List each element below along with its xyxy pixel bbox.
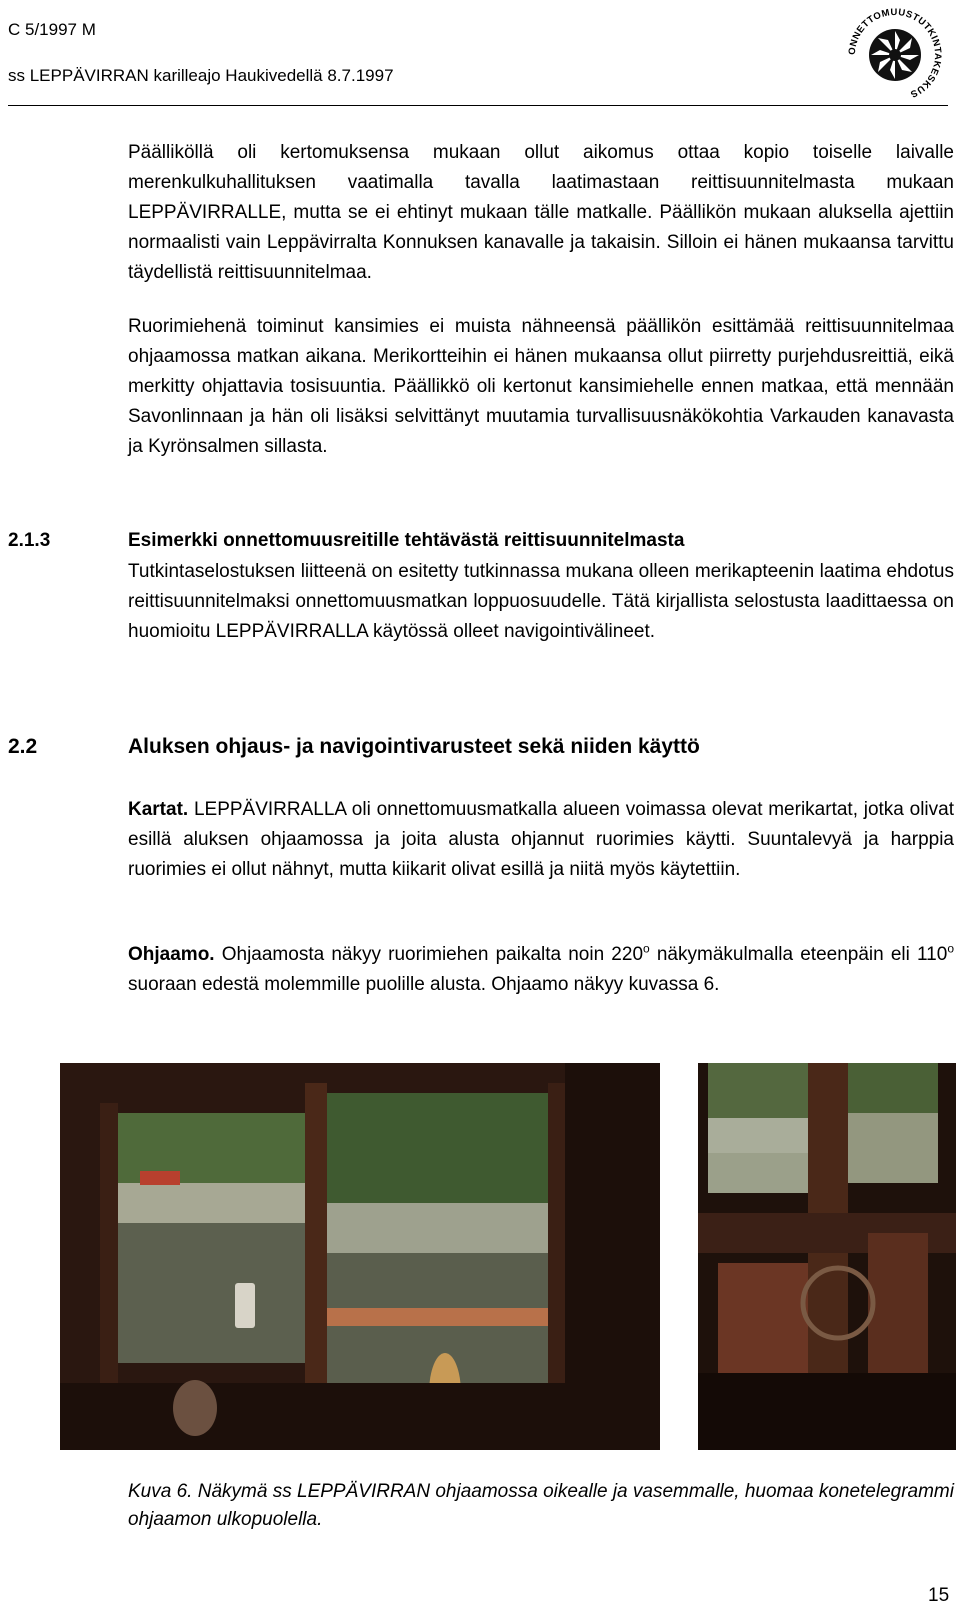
kartat-label: Kartat. [128, 799, 189, 820]
ohjaamo-text-a: Ohjaamosta näkyy ruorimiehen paikalta noin 220 [214, 944, 644, 965]
left-window-view [115, 1113, 310, 1363]
wheelhouse-photo-right [698, 1063, 956, 1450]
paragraph-1: Päälliköllä oli kertomuksensa mukaan ollut aikomus ottaa kopio toiselle laivalle merenkulkuhallituksen vaatimalla tavalla laatimastaan reittisuunnitelmasta mukaan LEPPÄVIRRALLE, mutta se ei ehtinyt mukaan tälle matkalle. Päällikön mukaan aluksella ajettiin normaalisti vain Leppävirralta Konnuksen kanavalle ja takaisin. Silloin ei hänen mukaansa tarvittu täydellistä reittisuunnitelmaa. [128, 142, 954, 283]
section-title-2-1-3: Esimerkki onnettomuusreitille tehtävästä reittisuunnitelmasta [128, 530, 685, 551]
kartat-text: LEPPÄVIRRALLA oli onnettomuusmatkalla alueen voimassa olevat merikartat, jotka olivat esillä aluksen ohjaamossa ja joita alusta ohjannut ruorimies käytti. Suuntalevyä ja harppia ruorimies ei ollut nähnyt, mutta kiikarit olivat esillä ja niitä myös käytettiin. [128, 799, 954, 880]
page-number: 15 [928, 1585, 950, 1606]
header-rule [8, 105, 948, 106]
wheelhouse-photo-left [60, 1063, 660, 1450]
figure-caption: Kuva 6. Näkymä ss LEPPÄVIRRAN ohjaamossa oikealle ja vasemmalle, huomaa konetelegrammi ohjaamon ulkopuolella. [128, 1481, 954, 1530]
paragraph-kartat [128, 795, 954, 885]
ohjaamo-label: Ohjaamo. [128, 944, 215, 965]
right-window-view [325, 1093, 550, 1393]
paragraph-ohjaamo [128, 940, 954, 1000]
degree-mark-a: o [643, 941, 650, 956]
section-title-2-2: Aluksen ohjaus- ja navigointivarusteet sekä niiden käyttö [128, 735, 700, 758]
ohjaamo-text-b: näkymäkulmalla eteenpäin eli 110 [649, 944, 948, 965]
section-number-2-1-3: 2.1.3 [8, 530, 51, 551]
section-2-1-3-text: Tutkintaselostuksen liitteenä on esitetty tutkinnassa mukana olleen merikapteenin laatima ehdotus reittisuunnitelmaksi onnettomuusmatkan loppuosuudelle. Tätä kirjallista selostusta laadittaessa on huomioitu LEPPÄVIRRALLA käytössä olleet navigointivälineet. [128, 561, 954, 642]
header-report-code: C 5/1997 M [8, 20, 96, 39]
paragraph-2: Ruorimiehenä toiminut kansimies ei muista nähneensä päällikön esittämää reittisuunnitelmaa ohjaamossa matkan aikana. Merikortteihin ei hänen mukaansa ollut piirretty purjehdusreittiä, eikä merkitty ohjattavia tosisuuntia. Päällikkö oli kertonut kansimiehelle ennen matkaa, että mennään Savonlinnaan ja hän oli lisäksi selvittänyt muutamia turvallisuusnäkökohtia Varkauden kanavasta ja Kyrönsalmen sillasta. [128, 316, 954, 457]
degree-mark-b: o [947, 941, 954, 956]
ohjaamo-text-c: suoraan edestä molemmille puolille alusta. Ohjaamo näkyy kuvassa 6. [128, 974, 720, 995]
logo-text: ONNETTOMUUSTUTKINTAKESKUS [846, 6, 944, 100]
section-number-2-2: 2.2 [8, 735, 38, 758]
agency-logo [840, 0, 950, 100]
header-report-subtitle: ss LEPPÄVIRRAN karilleajo Haukivedellä 8.7.1997 [8, 66, 394, 85]
